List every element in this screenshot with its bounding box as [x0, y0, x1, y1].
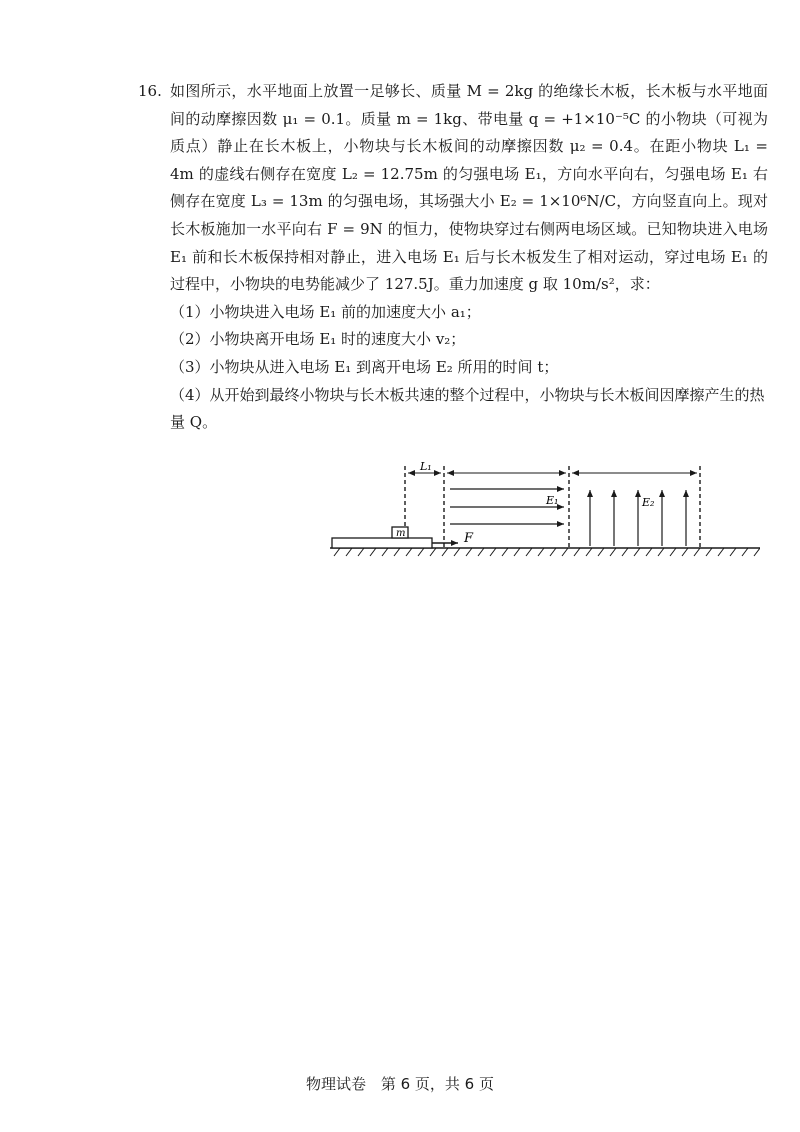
- sub-questions: [138, 299, 768, 437]
- e2-label: E₂: [642, 496, 655, 509]
- diagram-svg: [330, 460, 760, 560]
- force-label: F: [464, 531, 474, 546]
- footer-subject: 物理试卷: [306, 1075, 367, 1093]
- sub-question-label: （1）: [170, 302, 210, 321]
- sub-question-text: 小物块进入电场 E₁ 前的加速度大小 a₁；: [209, 302, 481, 321]
- ground: [330, 548, 760, 556]
- sub-question-4: [138, 382, 768, 437]
- block-label: m: [396, 528, 406, 539]
- problem-stem: 如图所示，水平地面上放置一足够长、质量 M = 2kg 的绝缘长木板，长木板与水平地面间的动摩擦因数 μ₁ = 0.1。质量 m = 1kg、带电量 q = +1×10⁻⁵C 的小物块（可视为质点）静止在长木板上，小物块与长木板间的动摩擦因数 μ₂ = 0.4。在距小物块 L₁ = 4m 的虚线右侧存在宽度 L₂ = 12.75m 的匀强电场 E₁，方向水平向右，匀强电场 E₁ 右侧存在宽度 L₃ = 13m 的匀强电场，其场强大小 E₂ = 1×10⁶N/C，方向竖直向上。现对长木板施加一水平向右 F = 9N 的恒力，使物块穿过右侧两电场区域。已知物块进入电场 E₁ 前和长木板保持相对静止，进入电场 E₁ 后与长木板发生了相对运动，穿过电场 E₁ 的过程中，小物块的电势能减少了 127.5J。重力加速度 g 取 10m/s²，求：: [170, 82, 768, 294]
- sub-question-3: [138, 354, 768, 382]
- e2-field-lines: [590, 490, 686, 546]
- e1-label: E₁: [546, 494, 559, 507]
- l1-label: L₁: [420, 460, 432, 473]
- sub-question-text: 从开始到最终小物块与长木板共速的整个过程中，小物块与长木板间因摩擦产生的热量 Q。: [170, 385, 765, 432]
- sub-question-text: 小物块离开电场 E₁ 时的速度大小 v₂；: [209, 330, 466, 349]
- long-board: [332, 538, 432, 548]
- physics-diagram: [330, 460, 760, 560]
- sub-question-label: （2）: [170, 330, 210, 349]
- sub-question-1: [138, 299, 768, 327]
- sub-question-text: 小物块从进入电场 E₁ 到离开电场 E₂ 所用的时间 t；: [209, 357, 559, 376]
- sub-question-label: （4）: [170, 385, 210, 404]
- footer-page: 第 6 页，共 6 页: [380, 1075, 494, 1093]
- l1-dimension: [408, 460, 441, 473]
- sub-question-label: （3）: [170, 357, 210, 376]
- question-number: 16.: [138, 82, 162, 100]
- page-footer: [0, 1073, 800, 1094]
- problem-16: [138, 78, 768, 437]
- sub-question-2: [138, 326, 768, 354]
